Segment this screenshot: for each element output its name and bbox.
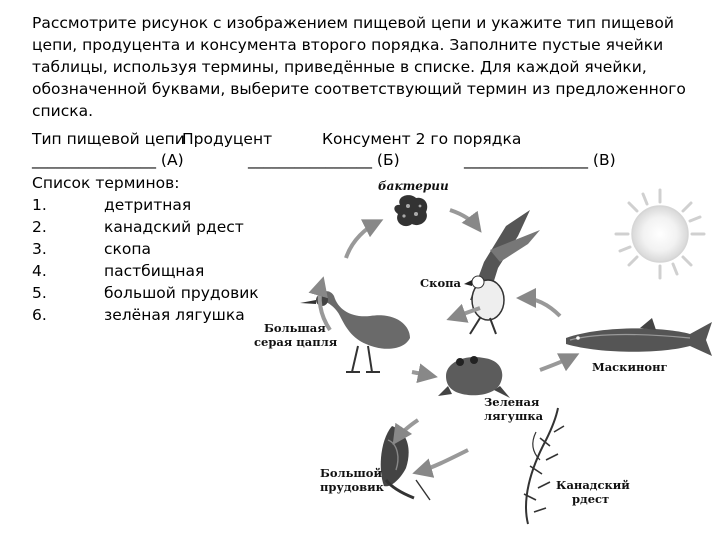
pike-icon [566,318,712,356]
term-label: канадский рдест [104,218,244,236]
term-number: 3. [32,240,47,258]
osprey-icon [464,210,540,334]
arrow-frog-from-snail [396,420,418,440]
bacteria-label: бактерии [378,179,449,193]
snail-label-line2: прудовик [320,480,384,494]
pondweed-label-line2: рдест [572,492,610,506]
snail-label-line1: Большой [320,466,382,480]
arrow-bacteria-to-osprey [450,210,478,228]
pondweed-label-line1: Канадский [556,478,630,492]
term-label: скопа [104,240,151,258]
term-item [32,194,191,216]
term-number: 1. [32,196,47,214]
term-number: 4. [32,262,47,280]
blank-b: ________________ (Б) [248,151,400,169]
term-item [32,304,245,326]
sun-icon [616,190,704,278]
frog-label-line2: лягушка [484,409,544,423]
terms-title: Список терминов: [32,174,180,192]
arrow-snail-from-pondweed [418,450,468,472]
heron-label-line2: серая цапля [254,335,338,349]
pike-label: Маскинонг [592,360,668,374]
heron-label-line1: Большая [264,321,326,335]
term-item [32,260,204,282]
arrow-heron-from-frog [412,372,432,376]
pondweed-icon [524,408,564,524]
blank-c: ________________ (В) [464,151,616,169]
term-label: большой прудовик [104,284,259,302]
term-item [32,282,259,304]
header-producer: Продуцент [182,130,273,148]
term-label: пастбищная [104,262,205,280]
term-number: 6. [32,306,47,324]
term-number: 5. [32,284,47,302]
frog-label-line1: Зеленая [484,395,540,409]
blank-a: ________________ (А) [32,151,184,169]
term-label: детритная [104,196,192,214]
term-number: 2. [32,218,47,236]
header-chain-type: Тип пищевой цепи [32,130,185,148]
bacteria-icon [394,195,427,226]
snail-icon [381,426,430,500]
arrow-frog-to-pike [540,356,574,370]
term-item [32,238,151,260]
term-label: зелёная лягушка [104,306,245,324]
arrow-pike-to-osprey [522,298,560,316]
frog-icon [438,356,510,398]
task-text: Рассмотрите рисунок с изображением пищевой цепи и укажите тип пищевой цепи, продуцента и консумента второго порядка. Заполните пустые ячейки таблицы, используя термины, приведённые в списке. Для каждой ячейки, обозначенной буквами, выберите соответствующий термин из предложенного списка. [32,14,686,120]
arrow-heron-to-bacteria [346,222,378,258]
term-item [32,216,244,238]
food-chain-figure [250,176,720,540]
osprey-label: Скопа [420,276,461,290]
header-consumer-2: Консумент 2 го порядка [322,130,522,148]
